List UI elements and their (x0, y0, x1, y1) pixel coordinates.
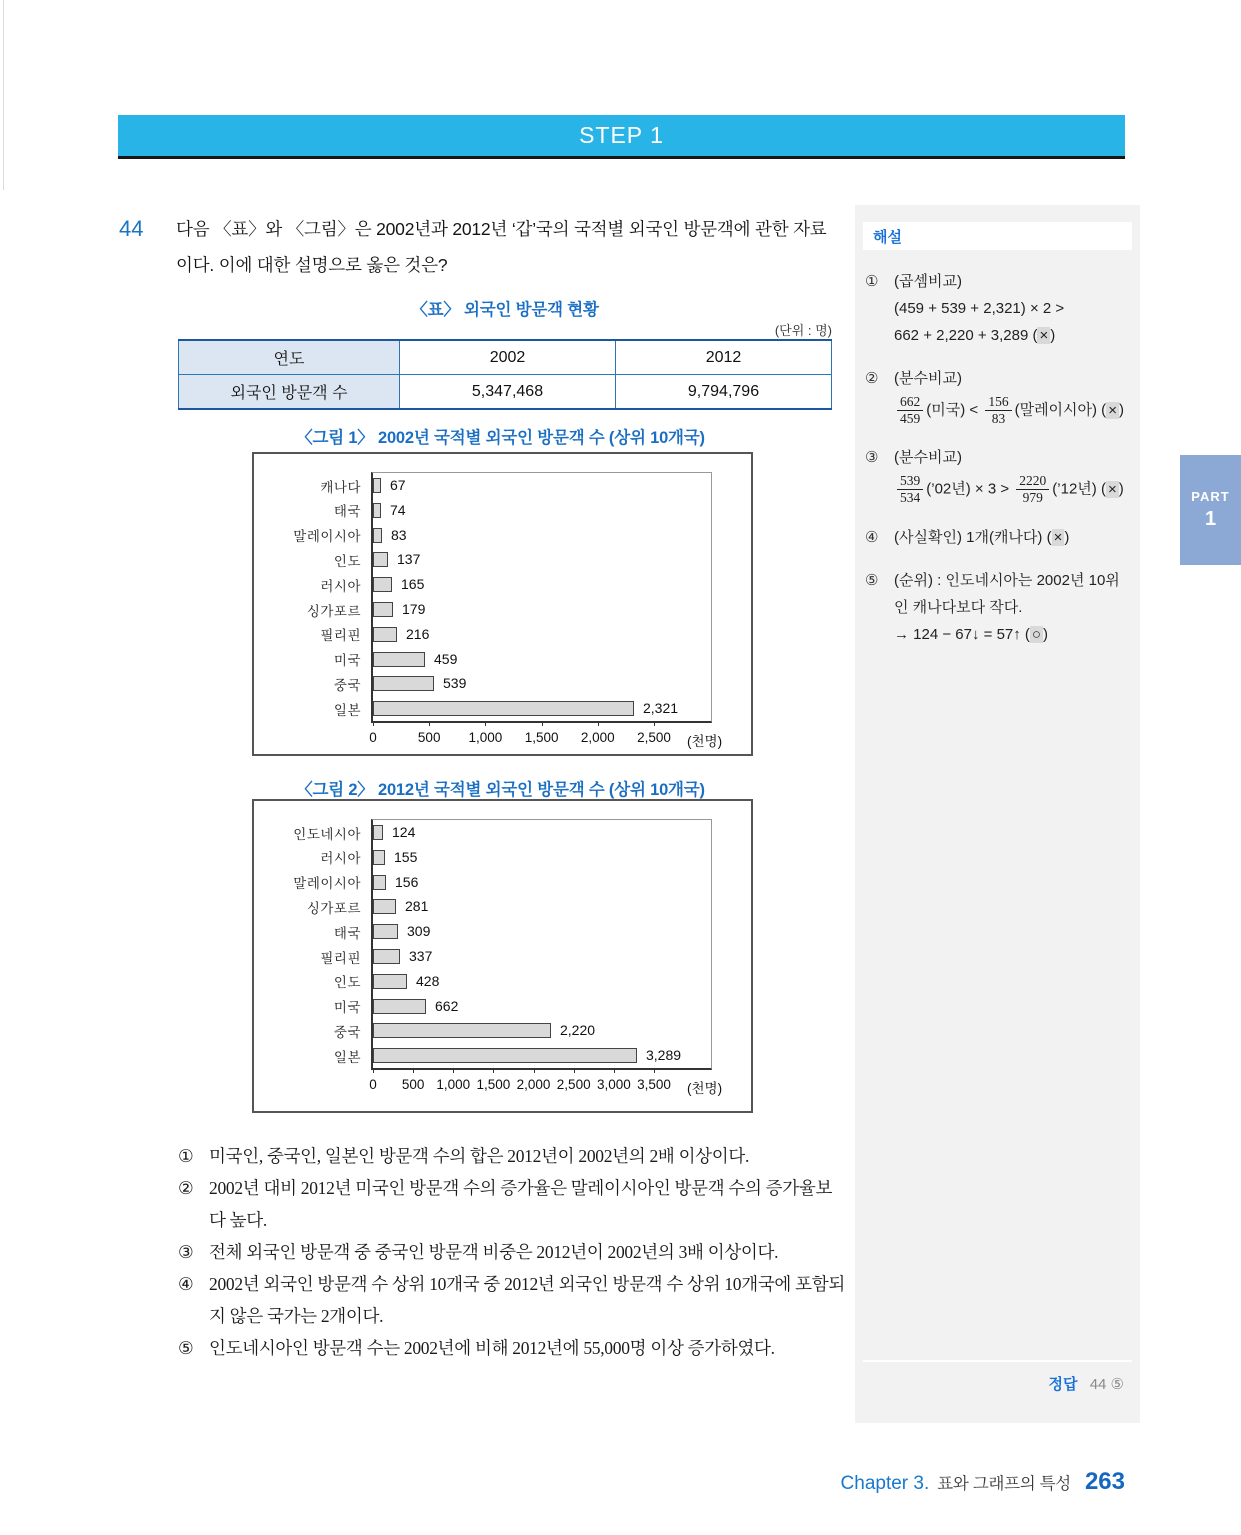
bar (373, 528, 382, 543)
explanation-item-number: ④ (865, 528, 879, 546)
option-text: 전체 외국인 방문객 중 중국인 방문객 비중은 2012년이 2002년의 3배 이상이다. (209, 1242, 779, 1263)
explanation-header: 해설 (863, 222, 1132, 250)
fraction-numerator: 2220 (1016, 473, 1049, 490)
explanation-item-number: ② (865, 370, 879, 388)
x-axis-tick (534, 1068, 535, 1073)
bar-value-label: 74 (390, 501, 406, 518)
explanation-item-lines (894, 270, 1128, 350)
result-mark: ○ (1031, 625, 1041, 643)
chart2-plot-area (369, 819, 723, 1096)
result-mark: × (1039, 326, 1049, 344)
x-axis-tick (614, 1068, 615, 1073)
bar-category-label: 일본 (333, 702, 361, 718)
bar-category-label: 일본 (333, 1049, 361, 1065)
step-banner-label: STEP 1 (579, 122, 664, 148)
explanation-item-lines (894, 367, 1128, 429)
x-axis-tick (493, 1068, 494, 1073)
bar (373, 899, 396, 914)
part-tab-number: 1 (1204, 508, 1217, 530)
table-row (179, 340, 832, 375)
explanation-sidebar (855, 205, 1140, 1423)
bar-category-label: 미국 (333, 653, 361, 669)
bar-category-label: 러시아 (320, 851, 361, 867)
table-cell: 2012 (616, 340, 832, 375)
bar (373, 850, 385, 865)
fraction-denominator: 459 (900, 411, 921, 427)
table-row (179, 375, 832, 410)
x-axis-tick (654, 1068, 655, 1073)
result-mark: × (1053, 528, 1063, 546)
x-axis-tick-label: 1,000 (436, 1077, 471, 1092)
x-axis-tick-label: 2,500 (556, 1077, 591, 1092)
x-axis-tick (654, 721, 655, 726)
bar-value-label: 281 (405, 898, 429, 915)
bar (373, 875, 386, 890)
x-axis-tick (485, 721, 486, 726)
question-text: 다음 〈표〉와 〈그림〉은 2002년과 2012년 ‘갑’국의 국적별 외국인 방문객에 관한 자료이다. 이에 대한 설명으로 옳은 것은? (176, 219, 827, 275)
bar-category-label: 태국 (333, 504, 361, 520)
x-axis-tick (413, 1068, 414, 1073)
explanation-line: (사실확인) 1개(캐나다) ( × ) (894, 528, 1070, 546)
x-axis-tick-label: 2,000 (516, 1077, 551, 1092)
explanation-item-lines (894, 526, 1128, 553)
x-axis-tick (453, 1068, 454, 1073)
x-axis-tick-label: 0 (369, 1077, 377, 1092)
bar (373, 577, 392, 592)
explanation-line: (분수비교) (894, 449, 962, 467)
bar-value-label: 309 (407, 923, 431, 940)
bar (373, 552, 388, 567)
part-tab (1180, 455, 1241, 565)
fraction-denominator: 979 (1022, 490, 1043, 506)
bar-category-label: 캐나다 (320, 479, 361, 495)
fraction (897, 473, 923, 506)
bar-value-label: 428 (416, 972, 440, 989)
bar (373, 627, 397, 642)
option-number: ③ (178, 1242, 194, 1263)
explanation-line: (곱셈비교) (894, 273, 962, 290)
explanation-line: 662 + 2,220 + 3,289 ( × ) (894, 326, 1056, 344)
chart1-title: 〈그림 1〉 2002년 국적별 외국인 방문객 수 (상위 10개국) (296, 429, 705, 447)
option-item (178, 1332, 848, 1364)
option-number: ⑤ (178, 1338, 194, 1359)
explanation-line: $\frac{662}{459}$ (미국) < $\frac{156}{83}$ (말레이시아) ( × ) (894, 394, 1128, 427)
bar (373, 999, 426, 1014)
bar-category-label: 필리핀 (320, 628, 361, 644)
x-axis-tick-label: 500 (401, 1077, 425, 1092)
fraction-numerator: 156 (985, 394, 1011, 411)
bar-value-label: 155 (394, 848, 418, 865)
option-number: ④ (178, 1274, 194, 1295)
part-tab-label: PART (1191, 489, 1230, 504)
bar-value-label: 337 (409, 948, 433, 964)
bar (373, 974, 407, 989)
explanation-item-number: ① (865, 273, 879, 290)
option-text: 2002년 대비 2012년 미국인 방문객 수의 증가율은 말레이시아인 방문객 수의 증가율보다 높다. (209, 1178, 833, 1231)
chart1-figure (252, 452, 753, 756)
bar-value-label: 216 (406, 625, 430, 642)
bar-value-label: 662 (435, 997, 459, 1014)
chart2-title: 〈그림 2〉 2012년 국적별 외국인 방문객 수 (상위 10개국) (296, 781, 705, 799)
step-banner (118, 115, 1125, 159)
option-item (178, 1172, 848, 1236)
x-axis-tick (429, 721, 430, 726)
x-axis-tick-label: 3,500 (637, 1077, 671, 1092)
x-axis-tick-label: 0 (369, 730, 377, 745)
bar (373, 652, 425, 667)
bar-value-label: 3,289 (646, 1047, 682, 1064)
question-number: 44 (119, 216, 144, 241)
x-axis-tick (373, 1068, 374, 1073)
table-header-cell: 외국인 방문객 수 (179, 375, 400, 410)
bar-category-label: 말레이시아 (293, 529, 361, 545)
option-text: 인도네시아인 방문객 수는 2002년에 비해 2012년에 55,000명 이상 증가하였다. (209, 1338, 775, 1359)
bar-category-label: 중국 (333, 677, 361, 693)
answer-row (1049, 1373, 1124, 1394)
bar (373, 602, 393, 617)
bar-category-label: 중국 (333, 1024, 361, 1040)
bar (373, 825, 383, 840)
fraction (985, 394, 1011, 427)
bar-value-label: 2,220 (560, 1022, 596, 1039)
x-axis-tick (574, 1068, 575, 1073)
bar (373, 676, 434, 691)
explanation-item-lines (894, 446, 1128, 508)
fraction-denominator: 83 (991, 411, 1006, 427)
axis-unit-label: (천명) (687, 734, 723, 749)
bar-value-label: 137 (397, 551, 421, 568)
bar-value-label: 156 (395, 873, 419, 890)
bar (373, 1048, 637, 1063)
footer-chapter-title: 표와 그래프의 특성 (937, 1475, 1071, 1493)
axis-unit-label: (천명) (687, 1081, 723, 1096)
option-item (178, 1140, 848, 1172)
table-cell: 9,794,796 (616, 375, 832, 410)
footer-chapter: Chapter 3. (840, 1473, 930, 1494)
bar-category-label: 인도 (333, 553, 361, 569)
bar-value-label: 124 (392, 824, 416, 840)
bar-value-label: 539 (443, 675, 467, 692)
bar-value-label: 179 (402, 601, 426, 617)
bar-category-label: 인도 (333, 975, 361, 991)
visitor-table (178, 339, 832, 410)
chart1-plot-area (369, 472, 723, 749)
bar-value-label: 165 (401, 576, 425, 593)
x-axis-tick-label: 1,500 (524, 730, 559, 745)
option-text: 미국인, 중국인, 일본인 방문객 수의 합은 2012년이 2002년의 2배 이상이다. (209, 1146, 750, 1166)
explanation-body (855, 250, 1140, 650)
bar-category-label: 태국 (333, 925, 361, 941)
x-axis-tick-label: 1,500 (476, 1077, 511, 1092)
bar-value-label: 67 (390, 477, 406, 493)
fraction-denominator: 534 (900, 490, 921, 506)
explanation-item (865, 270, 1128, 350)
bar (373, 924, 398, 939)
table-title: 〈표〉 외국인 방문객 현황 (411, 301, 599, 319)
explanation-line: 인 캐나다보다 작다. (894, 599, 1023, 616)
x-axis-tick-label: 500 (417, 730, 441, 745)
option-text: 2002년 외국인 방문객 수 상위 10개국 중 2012년 외국인 방문객 수 상위 10개국에 포함되지 않은 국가는 2개이다. (209, 1274, 845, 1327)
bar (373, 503, 381, 518)
footer-page-number: 263 (1084, 1468, 1125, 1495)
x-axis-tick (542, 721, 543, 726)
x-axis-tick-label: 3,000 (596, 1077, 631, 1092)
explanation-line: → 124 − 67↓ = 57↑ ( ○ ) (894, 625, 1048, 643)
option-item (178, 1236, 848, 1268)
bar-category-label: 말레이시아 (293, 876, 361, 892)
chart2-figure (252, 799, 753, 1113)
explanation-item-lines (894, 569, 1128, 649)
x-axis-tick-label: 1,000 (468, 730, 503, 745)
explanation-item (865, 367, 1128, 429)
explanation-item (865, 446, 1128, 508)
explanation-item (865, 569, 1128, 649)
explanation-item-number: ③ (865, 449, 879, 467)
bar-value-label: 459 (434, 650, 458, 667)
bar (373, 701, 634, 716)
x-axis-tick (598, 721, 599, 726)
table-cell: 2002 (400, 340, 616, 375)
bar-category-label: 러시아 (320, 578, 361, 594)
explanation-item (865, 526, 1128, 553)
answer-value: 44 ⑤ (1089, 1376, 1124, 1393)
fraction (1016, 473, 1049, 506)
page-footer (841, 1468, 1125, 1496)
bar-category-label: 싱가포르 (306, 603, 361, 619)
explanation-line: $\frac{539}{534}$ (’02년) × 3 > $\frac{2220}{979}$ (’12년) ( × ) (894, 473, 1128, 506)
bar-value-label: 2,321 (643, 700, 679, 717)
bar (373, 478, 381, 493)
bar-category-label: 인도네시아 (293, 826, 361, 842)
explanation-line: (459 + 539 + 2,321) × 2 > (894, 299, 1065, 317)
result-mark: × (1107, 480, 1117, 498)
table-unit-note: (단위 : 명) (774, 323, 832, 338)
answer-label: 정답 (1048, 1376, 1078, 1393)
bar-category-label: 필리핀 (320, 950, 361, 966)
x-axis-tick-label: 2,500 (637, 730, 671, 745)
bar (373, 949, 400, 964)
option-item (178, 1268, 848, 1332)
table-header-cell: 연도 (179, 340, 400, 375)
table-cell: 5,347,468 (400, 375, 616, 410)
bar-value-label: 83 (391, 526, 407, 543)
explanation-item-number: ⑤ (865, 572, 879, 590)
fraction (897, 394, 923, 427)
fraction-numerator: 662 (897, 394, 923, 411)
option-number: ① (178, 1146, 194, 1166)
page-edge-line (3, 0, 4, 190)
explanation-line: (순위) : 인도네시아는 2002년 10위 (894, 572, 1120, 590)
result-mark: × (1108, 401, 1117, 419)
bar-category-label: 미국 (333, 1000, 361, 1016)
bar (373, 1023, 551, 1038)
fraction-numerator: 539 (897, 473, 923, 490)
explanation-line: (분수비교) (894, 370, 962, 388)
bar-category-label: 싱가포르 (306, 900, 361, 916)
x-axis-tick (373, 721, 374, 726)
answer-separator (863, 1360, 1132, 1362)
option-number: ② (178, 1178, 194, 1199)
x-axis-tick-label: 2,000 (580, 730, 615, 745)
answer-options (178, 1140, 848, 1364)
